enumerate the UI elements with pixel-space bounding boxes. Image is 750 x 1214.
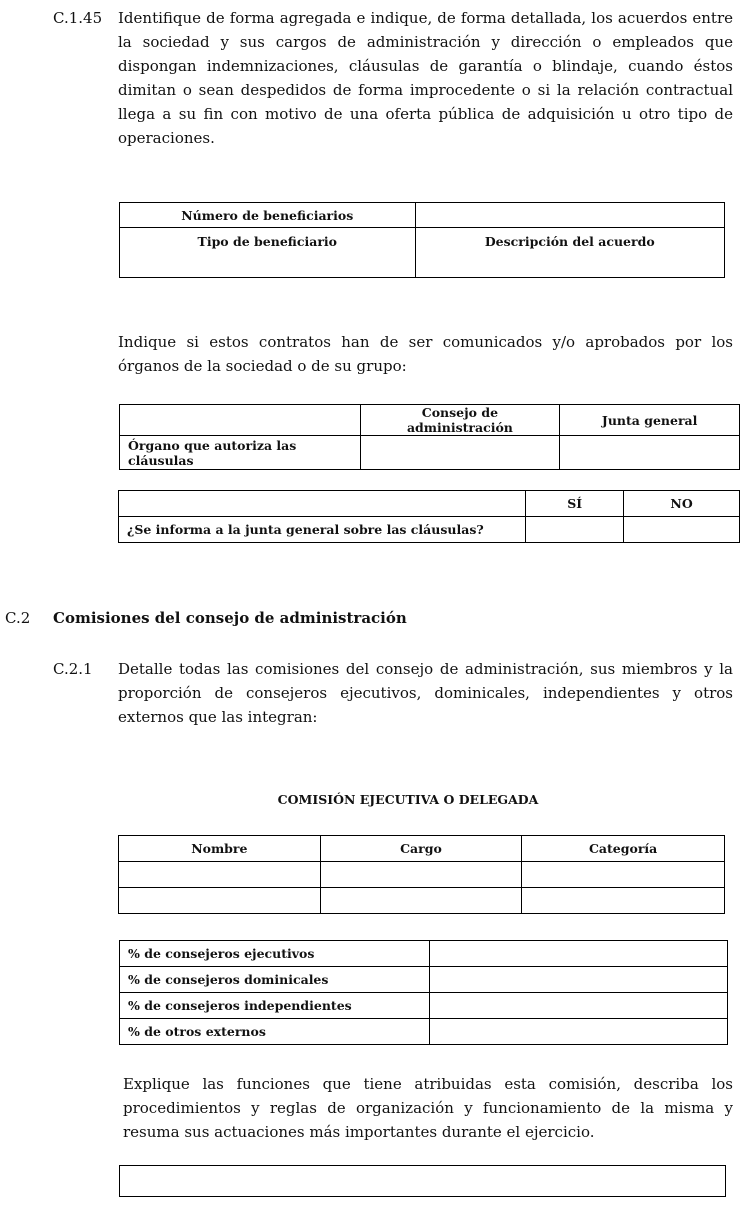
- c21-question-text: Detalle todas las comisiones del consejo de administración, sus miembros y la proporción de consejeros ejecutivos, dominicales, independientes y otros externos que las integran:: [118, 660, 733, 726]
- col-no: NO: [624, 491, 740, 517]
- section-number-c2: C.2: [5, 609, 31, 627]
- miembro-cell: [320, 888, 522, 914]
- miembros-table: [118, 835, 725, 914]
- informa-empty-header: [119, 491, 526, 517]
- porcentaje-value-cell: [429, 941, 727, 967]
- miembro-cell: [119, 862, 321, 888]
- porcentaje-label: % de consejeros dominicales: [120, 967, 430, 993]
- organos-table: [119, 404, 740, 470]
- informa-junta-label: ¿Se informa a la junta general sobre las cláusulas?: [119, 517, 526, 543]
- porcentaje-label: % de consejeros independientes: [120, 993, 430, 1019]
- no-cell: [624, 517, 740, 543]
- miembro-cell: [320, 862, 522, 888]
- porcentaje-label: % de consejeros ejecutivos: [120, 941, 430, 967]
- porcentaje-value-cell: [429, 967, 727, 993]
- consejo-cell: [360, 436, 560, 470]
- organo-autoriza-label: Órgano que autoriza las cláusulas: [120, 436, 361, 470]
- numero-beneficiarios-cell: [415, 203, 724, 228]
- col-si: SÍ: [526, 491, 624, 517]
- beneficiarios-table: [119, 202, 725, 278]
- section-number-c21: C.2.1: [53, 660, 93, 678]
- col-consejo-administracion: Consejo de administración: [360, 405, 560, 436]
- col-nombre: Nombre: [119, 836, 321, 862]
- miembro-cell: [522, 862, 725, 888]
- porcentaje-value-cell: [429, 993, 727, 1019]
- miembro-cell: [119, 888, 321, 914]
- porcentaje-value-cell: [429, 1019, 727, 1045]
- porcentajes-table: [119, 940, 728, 1045]
- col-categoria: Categoría: [522, 836, 725, 862]
- section-number-c145: C.1.45: [53, 9, 103, 27]
- organos-question-text: Indique si estos contratos han de ser comunicados y/o aprobados por los órganos de la sociedad o de su grupo:: [118, 333, 733, 375]
- junta-cell: [560, 436, 740, 470]
- tipo-beneficiario-label: Tipo de beneficiario: [120, 228, 416, 278]
- section-title-c2: Comisiones del consejo de administración: [53, 609, 407, 627]
- informa-table: [118, 490, 740, 543]
- comision-title: COMISIÓN EJECUTIVA O DELEGADA: [277, 792, 539, 807]
- answer-box: [119, 1165, 726, 1197]
- c145-question-text: Identifique de forma agregada e indique, de forma detallada, los acuerdos entre la sociedad y sus cargos de administración y dirección o empleados que dispongan indemnizaciones, cláusulas de garantía o blindaje, cuando éstos dimitan o sean despedidos de forma improcedente o si la relación contractual llega a su fin con motivo de una oferta pública de adquisición u otro tipo de operaciones.: [118, 9, 733, 147]
- numero-beneficiarios-label: Número de beneficiarios: [120, 203, 416, 228]
- col-cargo: Cargo: [320, 836, 522, 862]
- si-cell: [526, 517, 624, 543]
- organos-empty-header: [120, 405, 361, 436]
- col-junta-general: Junta general: [560, 405, 740, 436]
- miembro-cell: [522, 888, 725, 914]
- descripcion-acuerdo-label: Descripción del acuerdo: [415, 228, 724, 278]
- funciones-question-text: Explique las funciones que tiene atribuidas esta comisión, describa los procedimientos y reglas de organización y funcionamiento de la misma y resuma sus actuaciones más importantes durante el ejercicio.: [123, 1075, 733, 1141]
- porcentaje-label: % de otros externos: [120, 1019, 430, 1045]
